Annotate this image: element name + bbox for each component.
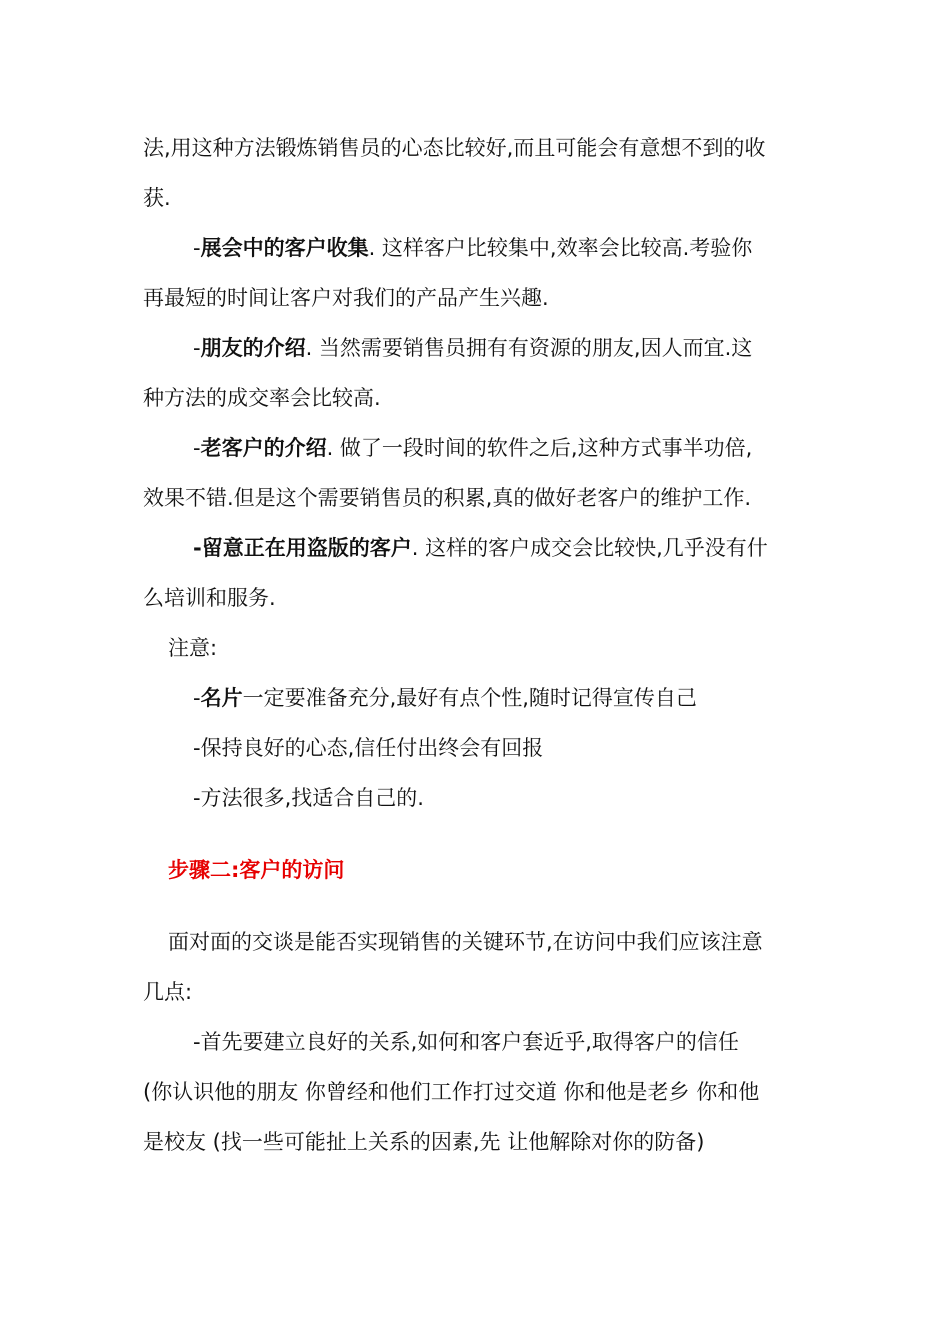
para1-line2: 获. xyxy=(143,186,171,210)
item-old-clients-text: . 做了一段时间的软件之后,这种方式事半功倍, xyxy=(326,436,753,460)
step2-intro-line2: 几点: xyxy=(143,980,193,1004)
item-pirate-line1 xyxy=(193,533,768,563)
item-expo-prefix: - xyxy=(193,236,201,260)
item-old-clients-prefix: - xyxy=(193,436,201,460)
item-friends-title: 朋友的介绍 xyxy=(200,336,306,360)
item-friends-line1 xyxy=(193,333,752,363)
item-old-clients-title: 老客户的介绍 xyxy=(200,436,327,460)
item-old-clients-line1 xyxy=(193,433,752,463)
item-pirate-text: . 这样的客户成交会比较快,几乎没有什 xyxy=(411,536,768,560)
note-card-text: 一定要准备充分,最好有点个性,随时记得宣传自己 xyxy=(242,686,697,710)
step2-heading: 步骤二:客户的访问 xyxy=(168,858,345,882)
step2-point1-line2: (你认识他的朋友 你曾经和他们工作打过交道 你和他是老乡 你和他 xyxy=(143,1080,760,1104)
note-card-title: 名片 xyxy=(200,686,243,710)
step2-point1-line3: 是校友 (找一些可能扯上关系的因素,先 让他解除对你的防备) xyxy=(143,1130,705,1154)
item-expo-line1 xyxy=(193,233,752,263)
item-pirate-line2: 么培训和服务. xyxy=(143,586,276,610)
para1-line1: 法,用这种方法锻炼销售员的心态比较好,而且可能会有意想不到的收 xyxy=(143,136,766,160)
item-pirate-title: 留意正在用盗版的客户 xyxy=(201,536,412,560)
item-pirate-prefix: - xyxy=(193,536,202,560)
step2-point1-line1: -首先要建立良好的关系,如何和客户套近乎,取得客户的信任 xyxy=(193,1030,739,1054)
item-expo-line2: 再最短的时间让客户对我们的产品产生兴趣. xyxy=(143,286,549,310)
item-friends-prefix: - xyxy=(193,336,201,360)
item-expo-title: 展会中的客户收集 xyxy=(200,236,369,260)
item-old-clients-line2: 效果不错.但是这个需要销售员的积累,真的做好老客户的维护工作. xyxy=(143,486,752,510)
note-methods: -方法很多,找适合自己的. xyxy=(193,786,424,810)
item-expo-text: . 这样客户比较集中,效率会比较高.考验你 xyxy=(368,236,753,260)
step2-intro-line1: 面对面的交谈是能否实现销售的关键环节,在访问中我们应该注意 xyxy=(168,930,763,954)
note-card xyxy=(193,683,697,713)
note-mindset: -保持良好的心态,信任付出终会有回报 xyxy=(193,736,544,760)
note-card-prefix: - xyxy=(193,686,201,710)
item-friends-line2: 种方法的成交率会比较高. xyxy=(143,386,381,410)
item-friends-text: . 当然需要销售员拥有有资源的朋友,因人而宜.这 xyxy=(305,336,753,360)
note-label: 注意: xyxy=(168,636,218,660)
